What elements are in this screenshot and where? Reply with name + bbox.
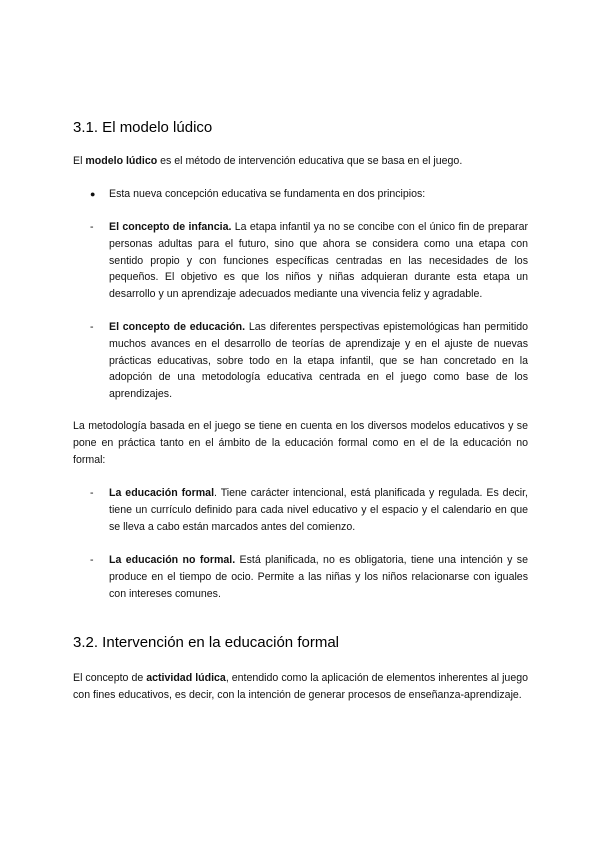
dash-icon: - [90, 321, 94, 333]
section-heading-intervencion: 3.2. Intervención en la educación formal [73, 634, 339, 651]
section-heading-modelo-ludico: 3.1. El modelo lúdico [73, 119, 213, 136]
methodology-paragraph: La metodología basada en el juego se tiene en cuenta en los diversos modelos educativos y se pone en práctica tanto en el ámbito de la educación formal como en el de la educación no formal: [73, 420, 528, 466]
actividad-ludica-paragraph: El concepto de actividad lúdica, entendido como la aplicación de elementos inherentes al juego con fines educativos, es decir, con la intención de generar procesos de enseñanza-aprendizaje. [73, 672, 528, 701]
dash-icon: - [90, 554, 94, 566]
bullet-dot-icon: ● [90, 189, 96, 199]
dash-icon: - [90, 221, 94, 233]
dash-icon: - [90, 487, 94, 499]
principle-item-infancia: - El concepto de infancia. La etapa infantil ya no se concibe con el único fin de preparar personas adultas para el futuro, sino que ahora se considera como una etapa con sentido propio y con funciones específicas centradas en las necesidades de los pequeños. El objetivo es que los niños y niñas adquieran durante esta etapa un desarrollo y un aprendizaje adecuados mediante una vivencia feliz y agradable. [90, 221, 528, 301]
education-item-formal: - La educación formal. Tiene carácter intencional, está planificada y regulada. Es decir, tiene un currículo definido para cada nivel educativo y el espacio y el calendario en que se lleva a cabo están marcados antes del comienzo. [90, 487, 528, 533]
intro-paragraph: El modelo lúdico es el método de intervención educativa que se basa en el juego. [73, 155, 463, 167]
education-item-no-formal: - La educación no formal. Está planificada, no es obligatoria, tiene una intención y se produce en el tiempo de ocio. Permite a las niñas y los niños relacionarse con iguales con intereses comunes. [90, 554, 528, 600]
principle-item-educacion: - El concepto de educación. Las diferentes perspectivas epistemológicas han permitido muchos avances en el desarrollo de teorías de aprendizaje y en el ajuste de nuevas prácticas educativas, sobre todo en la etapa infantil, que se han concretado en la adopción de una metodología educativa centrada en el juego como base de los aprendizajes. [90, 321, 528, 401]
principles-bullet: ● Esta nueva concepción educativa se fundamenta en dos principios: [90, 186, 528, 203]
